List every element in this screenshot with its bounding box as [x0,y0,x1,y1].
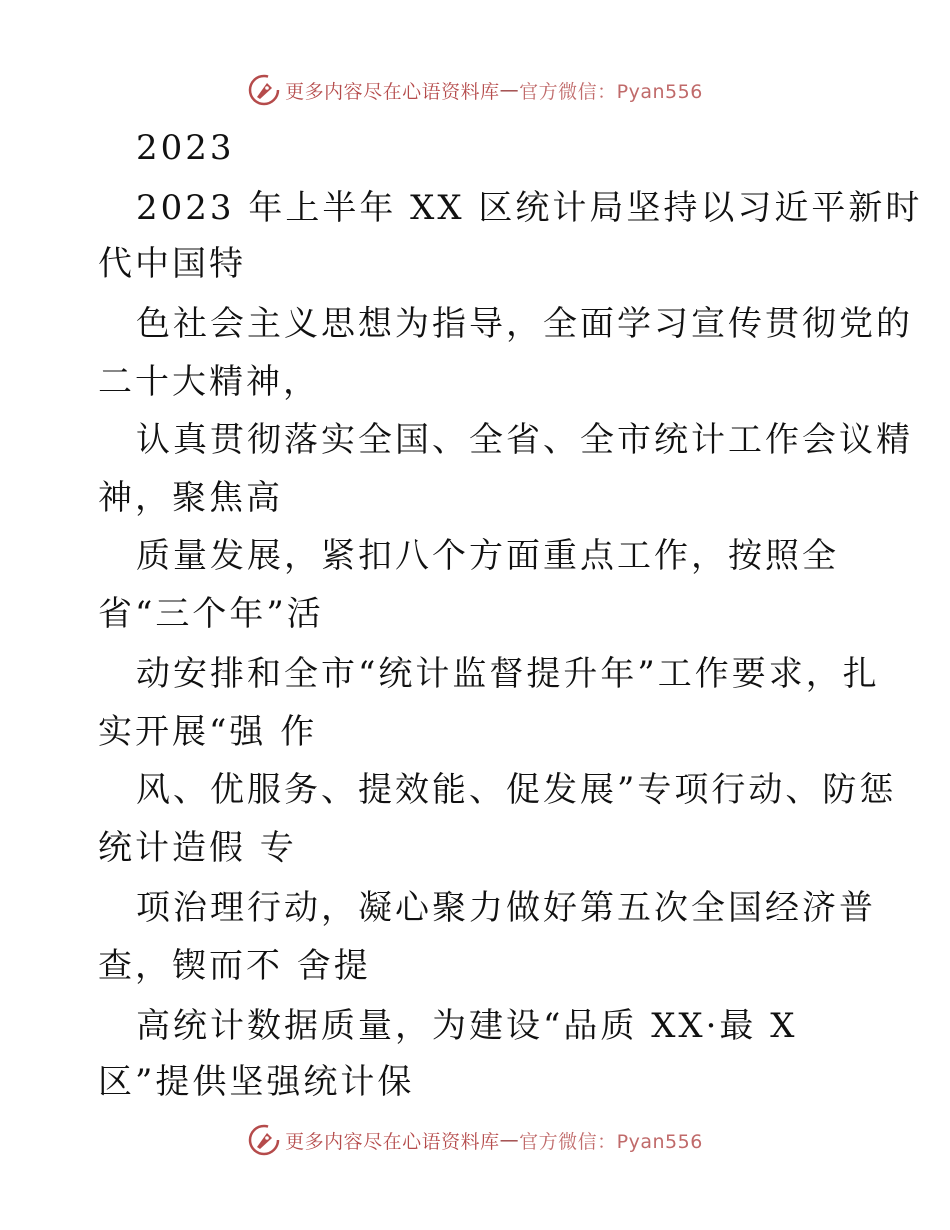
pen-nib-icon [247,1123,281,1157]
body-line: 统计造假 专 [98,828,297,868]
body-line: 二十大精神， [98,362,320,402]
body-line: 项治理行动，凝心聚力做好第五次全国经济普 [136,888,876,928]
watermark-text-left: 更多内容尽在心语资料库 [285,80,500,103]
body-line: 风、优服务、提效能、促发展”专项行动、防惩 [136,770,897,810]
watermark-text-left: 更多内容尽在心语资料库 [285,1130,500,1153]
body-line: 代中国特 [98,244,246,284]
body-line: 认真贯彻落实全国、全省、全市统计工作会议精 [136,420,913,460]
body-line: 查，锲而不 舍提 [98,946,371,986]
header-watermark [0,70,950,110]
body-line: 色社会主义思想为指导，全面学习宣传贯彻党的 [136,304,913,344]
body-line: 区”提供坚强统计保 [98,1062,415,1102]
body-line: 质量发展，紧扣八个方面重点工作，按照全 [136,536,839,576]
body-line: 高统计数据质量，为建设“品质 XX·最 X [136,1006,798,1046]
watermark-text-right: 官方微信：Pyan556 [519,1130,703,1153]
watermark-separator: — [499,79,520,101]
watermark-separator: — [499,1129,520,1151]
body-line: 2023 [136,128,235,168]
body-line: 动安排和全市“统计监督提升年”工作要求，扎 [136,654,880,694]
pen-nib-icon [247,73,281,107]
body-line: 省“三个年”活 [98,594,324,634]
body-line: 2023 年上半年 XX 区统计局坚持以习近平新时 [136,188,923,228]
watermark-text-right: 官方微信：Pyan556 [519,80,703,103]
body-line: 实开展“强 作 [98,712,318,752]
body-line: 神，聚焦高 [98,478,283,518]
footer-watermark [0,1120,950,1160]
